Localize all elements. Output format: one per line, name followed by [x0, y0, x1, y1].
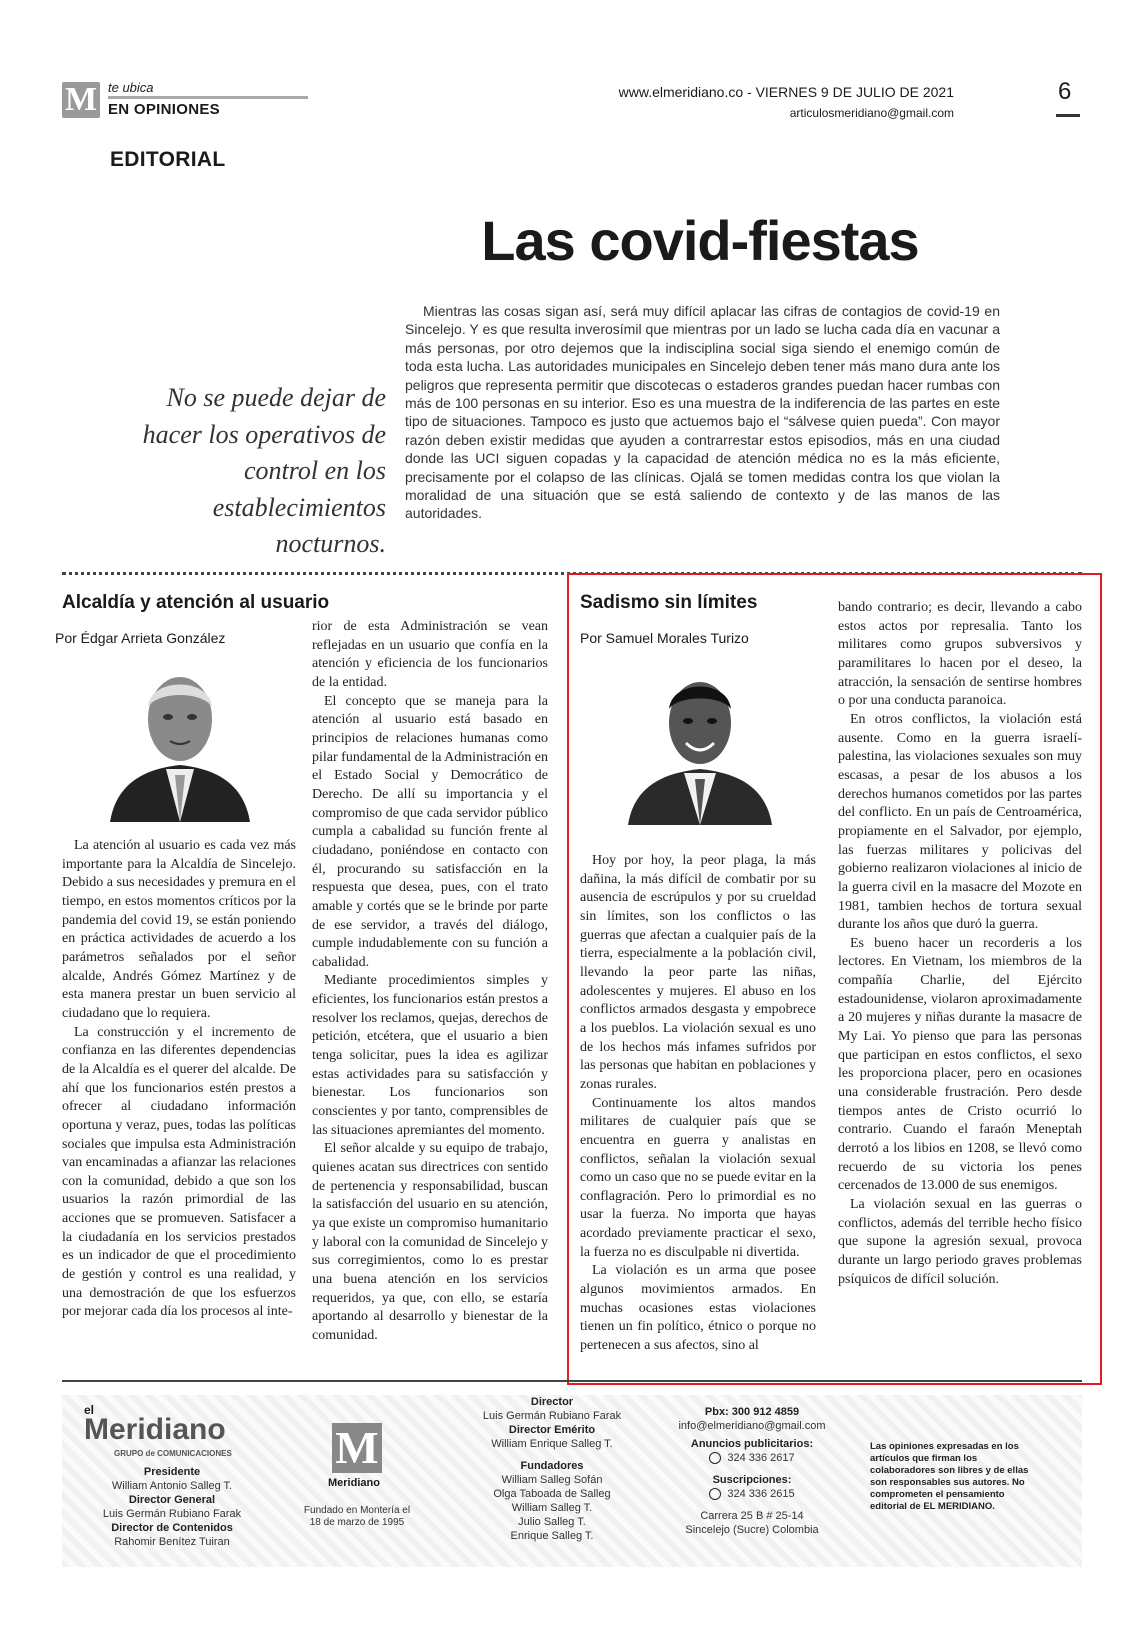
director-label: Director [530, 1396, 574, 1408]
paragraph: Continuamente los altos mandos militares de cualquier país que se encuentra en guerra y analistas en conflictos, señalan la violación sexual como un caso que no se puede evitar en la conflagración. Pero lo primordial es no usar la fuerza. No importa que hayas acordado previamente practicar el sexo, la fuerza no es disculpable ni divertida. [580, 1095, 816, 1260]
footer-brand: Meridiano [84, 1413, 226, 1446]
paragraph: El concepto que se maneja para la atención al usuario está basado en principios de relaciones humanas como pilar fundamental de la Administración en el Estado Social y Democrático de Derecho. De allí su importancia y el compromiso de que cada servidor público cumpla a cabalidad su función frente al ciudadano, poniéndose en contacto con él, procurando su satisfacción en la respuesta que desea, pues, con el trato amable y cortés que se le brinde por parte de ese servidor, a través del diálogo, cumple indudablemente con su función a cabalidad. [312, 693, 548, 970]
director-general-label: Director General [128, 1494, 216, 1506]
anuncios-label: Anuncios publicitarios: [690, 1438, 814, 1450]
pull-quote: No se puede dejar de hacer los operativos de control en los establecimientos nocturnos. [142, 383, 386, 558]
paragraph: En otros conflictos, la violación está ausente. Como en la guerra israelí-palestina, las violaciones sexuales son muy escasas, a pesar de los abusos a los derechos humanos cometidos por las partes del conflicto. En un país de Centroamérica, propiamente en el Salvador, por ejemplo, las fuerzas militares y policivas del gobierno realizaron violaciones al inicio de la guerra civil en la masacre del Mozote en 1981, tambien hechos de tortura sexual durante los años que duró la guerra. [838, 711, 1082, 933]
masthead-section: EN OPINIONES [108, 101, 220, 118]
paragraph: Mediante procedimientos simples y eficientes, los funcionarios están prestos a resolver los reclamos, quejas, derechos de petición, etcétera, que el usuario a bien tenga solicitar, pues la idea es agilizar estas actividades para su satisfacción y bienestar. Los funcionarios son conscientes y por tanto, comprensibles de las situaciones apremiantes del momento. [312, 973, 548, 1138]
fundadores-label: Fundadores [520, 1460, 584, 1472]
fundador: William Salleg Sofán [501, 1474, 603, 1486]
footer-directors [467, 1395, 637, 1543]
director: Luis Germán Rubiano Farak [482, 1410, 622, 1422]
footer-brand-small: el [84, 1403, 95, 1417]
left-article-title: Alcaldía y atención al usuario [62, 592, 330, 613]
whatsapp-icon [709, 1452, 721, 1464]
masthead-logo: M [62, 82, 100, 118]
footer [62, 1395, 1082, 1567]
paragraph: Es bueno hacer un recorderis a los lectores. En Vietnam, los miembros de la compañía Charlie, del Ejército estadounidense, violaron aproximadamente a 20 mujeres y niñas durante la masacre de My Lai. Yo pienso que para las personas que participan en estos conflictos, el sexo les proporciona placer, pero en ocasiones una considerable frustración. Pero desde tiempos antes de Cristo ocurrió lo contrario. Cuando el faraón Meneptah derrotó a los libios en 1208, se llevó como recuerdo de su victoria los penes cercenados de 13.000 de sus enemigos. [838, 935, 1082, 1194]
footer-founded: Fundado en Montería el 18 de marzo de 1995 [303, 1505, 411, 1528]
director-contenidos-label: Director de Contenidos [111, 1522, 233, 1534]
paragraph: La atención al usuario es cada vez más importante para la Alcaldía de Sincelejo. Debido a sus necesidades y premura en el tiempo, en estos momentos críticos por la pandemia del covid 19, se están poniendo en práctica actividades de acuerdo a los parámetros señalados por el señor alcalde, Andrés Gómez Martínez y de esta manera prestar un buen servicio al ciudadano que lo requiera. [62, 838, 296, 1021]
suscripciones-phone: 324 336 2615 [727, 1488, 795, 1500]
paragraph: La construcción y el incremento de confianza en las diferentes dependencias de la Alcaldía es el querer del alcalde. De ahí que los funcionarios estén prestos a ofrecer al ciudadano información oportuna y veraz, pues, todas las políticas sociales que impulsa esta Administración van encaminadas a afianzar las relaciones con la comunidad, debido a que son los usuarios la razón primordial de las acciones que se promueven. Satisfacer a la ciudadanía en los servicios prestados es un indicador de que el procedimiento de gestión y control es una realidad, y una demostración de que los esfuerzos por mejorar cada día los procesos al inte- [62, 1024, 296, 1320]
left-article-byline: Por Édgar Arrieta González [55, 630, 226, 646]
pbx: Pbx: 300 912 4859 [704, 1406, 800, 1418]
right-article-col2 [838, 599, 1082, 1289]
director-general: Luis Germán Rubiano Farak [102, 1508, 242, 1520]
masthead-rule [108, 96, 308, 99]
footer-disclaimer: Las opiniones expresadas en los artículos que firman los colaboradores son libres y de ellas son responsables sus autores. No comprometen el pensamiento editorial de EL MERIDIANO. [870, 1441, 1029, 1512]
director-emerito-label: Director Emérito [508, 1424, 596, 1436]
fundador: Enrique Salleg T. [510, 1530, 594, 1542]
address-line-1: Carrera 25 B # 25-14 [700, 1510, 804, 1522]
whatsapp-icon [709, 1488, 721, 1500]
address-line-2: Sincelejo (Sucre) Colombia [685, 1524, 819, 1536]
paragraph: La violación sexual en las guerras o conflictos, además del terrible hecho físico que supone la agresión sexual, provoca durante un largo periodo graves problemas psíquicos de difícil solución. [838, 1197, 1082, 1287]
paragraph: Hoy por hoy, la peor plaga, la más dañina, la más difícil de combatir por su ausencia de escrúpulos y por su crueldad sin límites, son los conflictos o las guerras que afectan a cualquier país de la tierra, especialmente a la población civil, llevando la peor parte las niñas, adolescentes y mujeres. El abuso en los conflictos armados desgasta y empobrece a los pueblos. La violación sexual es uno de los hechos más infames sufridos por las personas que habitan en poblaciones y zonas rurales. [580, 853, 816, 1092]
fundador: William Salleg T. [511, 1502, 593, 1514]
footer-brand-sub: GRUPO de COMUNICACIONES [114, 1449, 232, 1458]
footer-logo-name: Meridiano [328, 1477, 380, 1489]
footer-logo: M [332, 1423, 382, 1473]
paragraph: rior de esta Administración se vean reflejadas en un usuario que confía en la atención y eficiencia de los funcionarios de la entidad. [312, 619, 548, 690]
editorial-title: Las covid-fiestas [481, 209, 919, 272]
portrait-icon [102, 657, 258, 822]
masthead-tagline: te ubica [108, 80, 154, 95]
editorial-lead: Mientras las cosas sigan así, será muy difícil aplacar las cifras de contagios de covid-19 en Sincelejo. Y es que resulta inverosímil que mientras por un lado se lucha cada día en vacunar a más personas, por otro dejemos que la indisciplina social siga siendo el enemigo común de toda esta lucha. Las autoridades municipales en Sincelejo deben tener más mano dura ante los peligros que representa permitir que discotecas o estaderos grandes puedan hacer rumbas con más de 100 personas en su interior. Eso es una muestra de la indiferencia de las partes en este tipo de situaciones. Tampoco es justo que actuemos bajo el “sálvese quien pueda”. Con mayor razón deben existir medidas que ayuden a contrarrestar estos episodios, más en una ciudad donde las UCI siguen copadas y la capacidad de atención médica no es la más eficiente, precisamente por el colapso de las clínicas. Ojalá se tomen medidas contra los que violan la moralidad de una situación que se está saliendo de contexto y de las manos de las autoridades. [405, 303, 1000, 522]
right-article-byline: Por Samuel Morales Turizo [580, 630, 749, 646]
section-label: EDITORIAL [110, 148, 226, 171]
portrait-icon [622, 665, 778, 825]
right-author-photo [622, 665, 778, 825]
paragraph: El señor alcalde y su equipo de trabajo, quienes acatan sus directrices con sentido de pertenencia y responsabilidad, buscan la satisfacción del usuario en su atención, ya que existe un compromiso humanitario y laboral con la comunidad de Sincelejo y sus corregimientos, como lo es prestar una buena atención en los servicios requeridos, ya que, con ello, se estaría aportando al desarrollo y bienestar de la comunidad. [312, 1141, 548, 1343]
suscripciones-label: Suscripciones: [712, 1474, 792, 1486]
bottom-rule [62, 1380, 1082, 1382]
left-article-col2 [312, 618, 548, 1346]
director-emerito: William Enrique Salleg T. [491, 1438, 613, 1450]
info-email: info@elmeridiano@gmail.com [678, 1420, 826, 1432]
anuncios-phone: 324 336 2617 [727, 1452, 795, 1464]
presidente: William Antonio Salleg T. [111, 1480, 233, 1492]
paragraph: La violación es un arma que posee algunos movimientos armados. En muchas ocasiones estas violaciones tienen un fin político, étnico o porque no pertenecen a sus afectos, sino al [580, 1263, 816, 1354]
director-contenidos: Rahomir Benítez Tuiran [114, 1536, 230, 1548]
presidente-label: Presidente [143, 1466, 201, 1478]
fundador: Olga Taboada de Salleg [493, 1488, 611, 1500]
footer-staff [72, 1465, 272, 1549]
header-email: articulosmeridiano@gmail.com [789, 106, 954, 120]
page-number: 6 [1058, 78, 1072, 105]
footer-contact [667, 1405, 837, 1537]
left-author-photo [102, 657, 258, 822]
left-article-col1 [62, 837, 296, 1322]
fundador: Julio Salleg T. [518, 1516, 586, 1528]
page-number-rule [1056, 114, 1080, 117]
right-article-title: Sadismo sin límites [580, 592, 758, 613]
paragraph: bando contrario; es decir, llevando a cabo estos actos por represalia. Tanto los militares como grupos subversivos y paramilitares lo hacen por el deseo, la atracción, la sensación de sentirse hombres o por una conducta paranoica. [838, 600, 1082, 709]
header-website-date: www.elmeridiano.co - VIERNES 9 DE JULIO DE 2021 [618, 84, 954, 100]
right-article-col1 [580, 852, 816, 1356]
